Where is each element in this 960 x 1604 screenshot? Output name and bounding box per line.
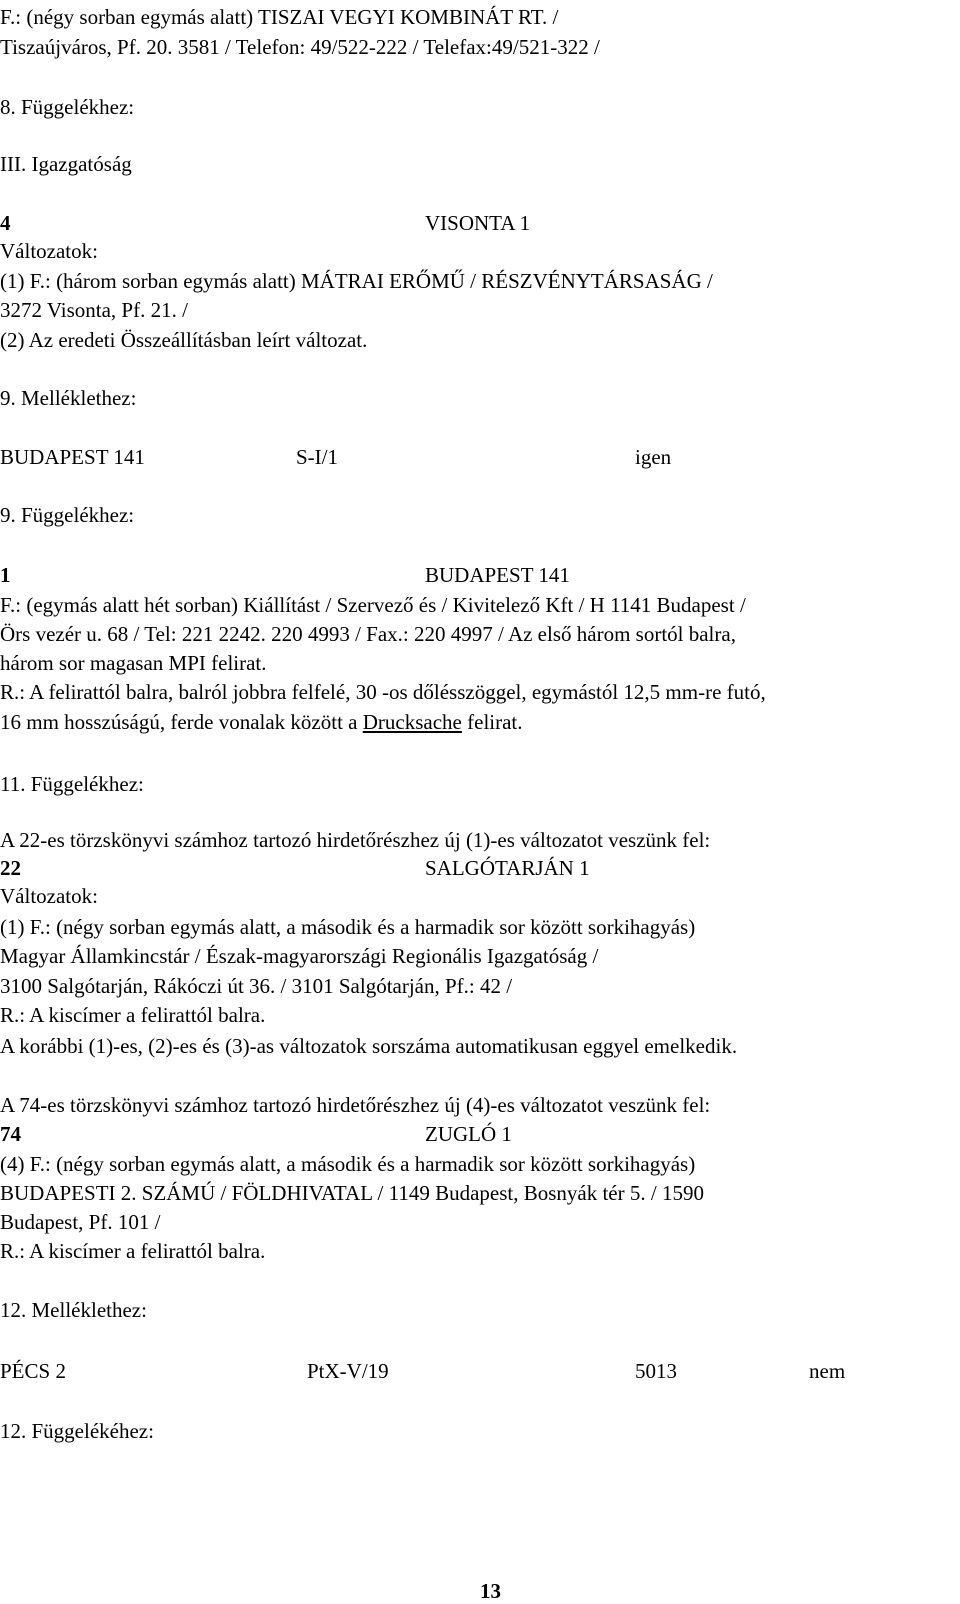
fuggelek-11-heading: 11. Függelékhez: — [0, 772, 144, 796]
zuglo-variant-3: Budapest, Pf. 101 / — [0, 1210, 161, 1234]
tisza-line-1: F.: (négy sorban egymás alatt) TISZAI VEGYI KOMBINÁT RT. / — [0, 5, 559, 29]
tisza-line-2: Tiszaújváros, Pf. 20. 3581 / Telefon: 49/522-222 / Telefax:49/521-322 / — [0, 35, 600, 59]
melleklet-12-col1: PÉCS 2 — [0, 1359, 66, 1383]
fuggelek-8-sub: III. Igazgatóság — [0, 152, 132, 176]
salgotarjan-variant-4: R.: A kiscímer a felirattól balra. — [0, 1003, 266, 1027]
r2-text-before: 16 mm hosszúságú, ferde vonalak között a — [0, 710, 363, 734]
melleklet-12-col4: nem — [809, 1359, 846, 1383]
visonta-variant-1b: 3272 Visonta, Pf. 21. / — [0, 298, 188, 322]
visonta-variant-2: (2) Az eredeti Összeállításban leírt változat. — [0, 328, 368, 352]
fuggelek-8-heading: 8. Függelékhez: — [0, 95, 135, 119]
intro-22: A 22-es törzskönyvi számhoz tartozó hirdetőrészhez új (1)-es változatot veszünk fel: — [0, 828, 711, 852]
budapest-f-line-2: Örs vezér u. 68 / Tel: 221 2242. 220 4993 / Fax.: 220 4997 / Az első három sortól balra, — [0, 622, 736, 646]
valtozatok-label: Változatok: — [0, 239, 98, 263]
melleklet-12-col2: PtX-V/19 — [307, 1359, 389, 1383]
melleklet-12-col3: 5013 — [635, 1359, 677, 1383]
budapest-f-line-1: F.: (egymás alatt hét sorban) Kiállítást / Szervező és / Kivitelező Kft / H 1141 Budapest / — [0, 593, 746, 617]
entry-number-74: 74 — [0, 1122, 21, 1146]
fuggelek-12-heading: 12. Függelékéhez: — [0, 1419, 154, 1443]
melleklet-9-col3: igen — [635, 445, 672, 469]
budapest-f-line-3: három sor magasan MPI felirat. — [0, 651, 267, 675]
fuggelek-9-heading: 9. Függelékhez: — [0, 503, 135, 527]
budapest-r-line-2 — [0, 710, 523, 734]
entry-number-4: 4 — [0, 211, 11, 235]
melleklet-12-heading: 12. Melléklethez: — [0, 1298, 147, 1322]
drucksache-underlined: Drucksache — [362, 710, 462, 734]
entry-number-22: 22 — [0, 856, 21, 880]
r2-text-after: felirat. — [461, 710, 523, 734]
zuglo-variant-2: BUDAPESTI 2. SZÁMÚ / FÖLDHIVATAL / 1149 Budapest, Bosnyák tér 5. / 1590 — [0, 1181, 704, 1205]
melleklet-9-col1: BUDAPEST 141 — [0, 445, 145, 469]
valtozatok-label-2: Változatok: — [0, 884, 98, 908]
page-number: 13 — [480, 1579, 501, 1603]
melleklet-9-heading: 9. Melléklethez: — [0, 386, 137, 410]
budapest-r-line-1: R.: A felirattól balra, balról jobbra felfelé, 30 -os dőlésszöggel, egymástól 12,5 mm-re futó, — [0, 680, 766, 704]
salgotarjan-variant-2: Magyar Államkincstár / Észak-magyarországi Regionális Igazgatóság / — [0, 944, 599, 968]
melleklet-9-col2: S-I/1 — [296, 445, 338, 469]
intro-74: A 74-es törzskönyvi számhoz tartozó hirdetőrészhez új (4)-es változatot veszünk fel: — [0, 1093, 711, 1117]
zuglo-variant-1: (4) F.: (négy sorban egymás alatt, a második és a harmadik sor között sorkihagyás) — [0, 1152, 696, 1176]
visonta-variant-1a: (1) F.: (három sorban egymás alatt) MÁTRAI ERŐMŰ / RÉSZVÉNYTÁRSASÁG / — [0, 269, 713, 293]
entry-place-budapest: BUDAPEST 141 — [425, 563, 570, 587]
salgotarjan-variant-1: (1) F.: (négy sorban egymás alatt, a második és a harmadik sor között sorkihagyás) — [0, 915, 696, 939]
entry-place-salgotarjan: SALGÓTARJÁN 1 — [425, 856, 590, 880]
entry-number-1: 1 — [0, 563, 11, 587]
entry-place-visonta: VISONTA 1 — [425, 211, 531, 235]
zuglo-variant-4: R.: A kiscímer a felirattól balra. — [0, 1239, 266, 1263]
entry-place-zuglo: ZUGLÓ 1 — [425, 1122, 512, 1146]
salgotarjan-variant-5: A korábbi (1)-es, (2)-es és (3)-as változatok sorszáma automatikusan eggyel emelkedik. — [0, 1034, 738, 1058]
salgotarjan-variant-3: 3100 Salgótarján, Rákóczi út 36. / 3101 Salgótarján, Pf.: 42 / — [0, 974, 513, 998]
